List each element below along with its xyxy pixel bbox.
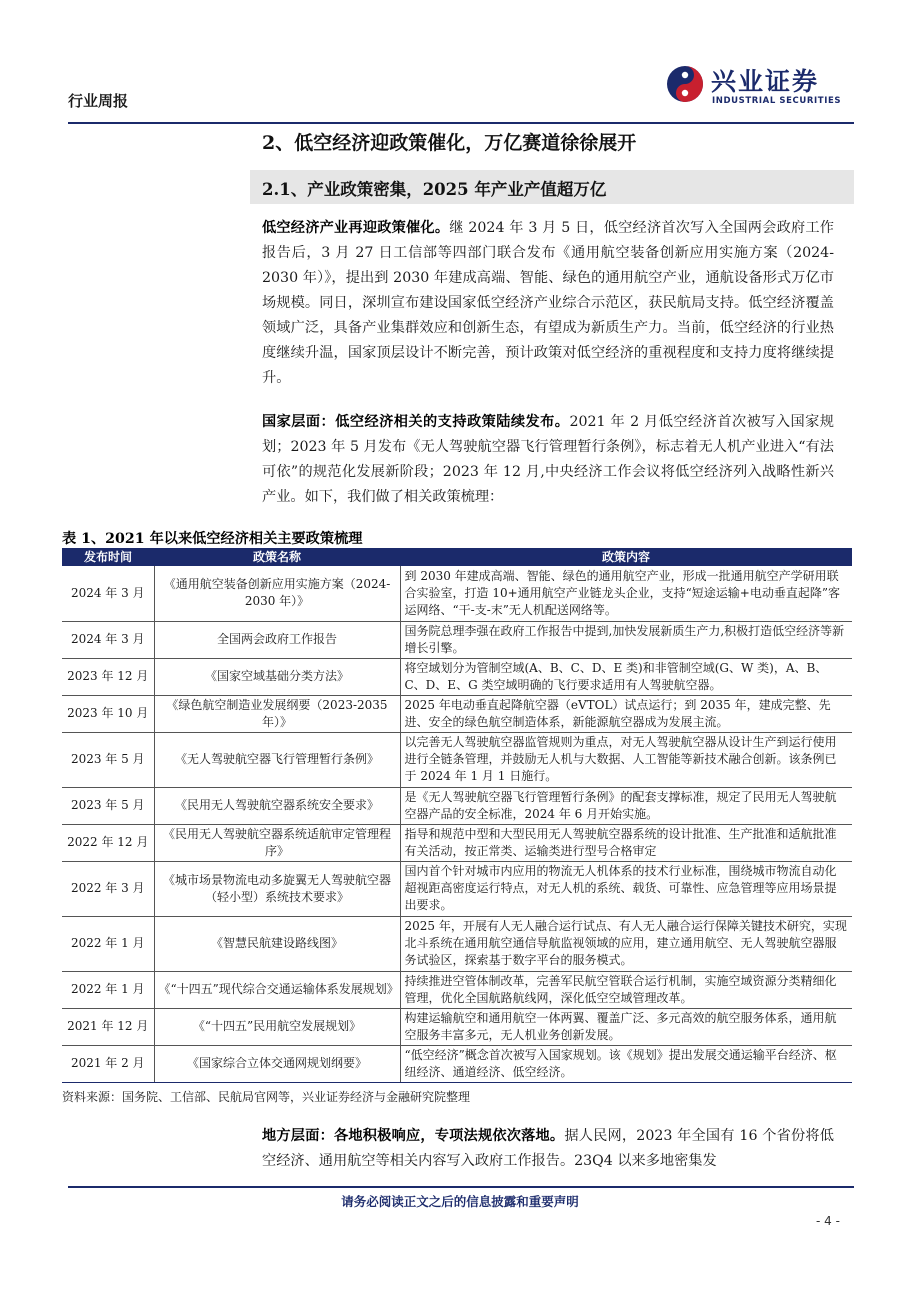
paragraph-national-level [262, 410, 834, 510]
cell-policy-name: 《国家综合立体交通网规划纲要》 [154, 1045, 400, 1082]
cell-policy-name: 全国两会政府工作报告 [154, 621, 400, 658]
table-row [62, 566, 852, 621]
table-row [62, 861, 852, 916]
cell-policy-name: 《民用无人驾驶航空器系统适航审定管理程序》 [154, 824, 400, 861]
cell-date: 2024 年 3 月 [62, 566, 154, 621]
cell-policy-name: 《无人驾驶航空器飞行管理暂行条例》 [154, 732, 400, 787]
paragraph-body: 据人民网，2023 年全国有 16 个省份将低空经济、通用航空等相关内容写入政府工作报告。23Q4 以来多地密集发 [262, 1128, 834, 1169]
cell-policy-name: 《国家空域基础分类方法》 [154, 658, 400, 695]
cell-policy-content: 是《无人驾驶航空器飞行管理暂行条例》的配套支撑标准，规定了民用无人驾驶航空器产品的安全标准，2024 年 6 月开始实施。 [400, 787, 852, 824]
policy-table [62, 548, 852, 1083]
paragraph-lead: 地方层面：各地积极响应，专项法规依次落地。 [262, 1128, 565, 1144]
column-header-date: 发布时间 [62, 548, 154, 566]
cell-date: 2023 年 5 月 [62, 787, 154, 824]
table-row [62, 1008, 852, 1045]
cell-date: 2021 年 12 月 [62, 1008, 154, 1045]
cell-policy-name: 《城市场景物流电动多旋翼无人驾驶航空器（轻小型）系统技术要求》 [154, 861, 400, 916]
cell-policy-content: 指导和规范中型和大型民用无人驾驶航空器系统的设计批准、生产批准和适航批准有关活动，按正常类、运输类进行型号合格审定 [400, 824, 852, 861]
paragraph-lead: 低空经济产业再迎政策催化。 [262, 220, 450, 236]
cell-policy-name: 《智慧民航建设路线图》 [154, 916, 400, 971]
paragraph-body: 2021 年 2 月低空经济首次被写入国家规划；2023 年 5 月发布《无人驾驶航空器飞行管理暂行条例》，标志着无人机产业进入“有法可依”的规范化发展新阶段；2023 年 12 月,中央经济工作会议将低空经济列入战略性新兴产业。如下，我们做了相关政策梳理： [262, 414, 834, 505]
logo-mark-icon [665, 64, 705, 104]
table-row [62, 971, 852, 1008]
logo-chinese-name: 兴业证券 [711, 67, 820, 96]
footer-divider [68, 1186, 854, 1188]
cell-policy-content: 2025 年电动垂直起降航空器（eVTOL）试点运行；到 2035 年，建成完整、先进、安全的绿色航空制造体系，新能源航空器成为发展主流。 [400, 695, 852, 732]
cell-date: 2023 年 10 月 [62, 695, 154, 732]
cell-date: 2022 年 12 月 [62, 824, 154, 861]
cell-policy-content: 2025 年，开展有人无人融合运行试点、有人无人融合运行保障关键技术研究，实现北斗系统在通用航空通信导航监视领域的应用，建立通用航空、无人驾驶航空器服务试验区，探索基于数字平台的服务模式。 [400, 916, 852, 971]
section-heading: 2、低空经济迎政策催化，万亿赛道徐徐展开 [262, 132, 637, 154]
cell-policy-content: 构建运输航空和通用航空一体两翼、覆盖广泛、多元高效的航空服务体系，通用航空服务丰富多元，无人机业务创新发展。 [400, 1008, 852, 1045]
subsection-heading: 2.1、产业政策密集，2025 年产业产值超万亿 [262, 180, 607, 199]
page-number: - 4 - [816, 1214, 840, 1228]
cell-date: 2024 年 3 月 [62, 621, 154, 658]
cell-policy-name: 《绿色航空制造业发展纲要（2023-2035 年）》 [154, 695, 400, 732]
column-header-name: 政策名称 [154, 548, 400, 566]
cell-policy-name: 《“十四五”现代综合交通运输体系发展规划》 [154, 971, 400, 1008]
table-row [62, 732, 852, 787]
footer-disclaimer: 请务必阅读正文之后的信息披露和重要声明 [341, 1194, 579, 1209]
cell-policy-content: 以完善无人驾驶航空器监管规则为重点，对无人驾驶航空器从设计生产到运行使用进行全链条管理，并鼓励无人机与大数据、人工智能等新技术融合创新。该条例已于 2024 年 1 月 1 日施行。 [400, 732, 852, 787]
table-row [62, 824, 852, 861]
cell-policy-content: “低空经济”概念首次被写入国家规划。该《规划》提出发展交通运输平台经济、枢纽经济、通道经济、低空经济。 [400, 1045, 852, 1082]
header-divider [68, 122, 854, 124]
report-type-label: 行业周报 [68, 92, 129, 110]
cell-date: 2023 年 5 月 [62, 732, 154, 787]
cell-policy-content: 将空域划分为管制空域(A、B、C、D、E 类)和非管制空域(G、W 类)，A、B、C、D、E、G 类空域明确的飞行要求适用有人驾驶航空器。 [400, 658, 852, 695]
table-header-row [62, 548, 852, 566]
table-source-note: 资料来源：国务院、工信部、民航局官网等，兴业证券经济与金融研究院整理 [62, 1090, 471, 1104]
column-header-content: 政策内容 [400, 548, 852, 566]
cell-date: 2022 年 3 月 [62, 861, 154, 916]
cell-policy-content: 持续推进空管体制改革，完善军民航空管联合运行机制，实施空域资源分类精细化管理，优化全国航路航线网，深化低空空域管理改革。 [400, 971, 852, 1008]
table-row [62, 1045, 852, 1082]
cell-date: 2023 年 12 月 [62, 658, 154, 695]
cell-policy-content: 到 2030 年建成高端、智能、绿色的通用航空产业，形成一批通用航空产学研用联合实验室，打造 10+通用航空产业链龙头企业，支持“短途运输+电动垂直起降”客运网络、“干-支-末”无人机配送网络等。 [400, 566, 852, 621]
paragraph-policy-catalyst [262, 216, 834, 391]
cell-policy-content: 国务院总理李强在政府工作报告中提到,加快发展新质生产力,积极打造低空经济等新增长引擎。 [400, 621, 852, 658]
table-row [62, 621, 852, 658]
logo-english-name: INDUSTRIAL SECURITIES [712, 96, 842, 106]
cell-date: 2022 年 1 月 [62, 916, 154, 971]
paragraph-local-level [262, 1124, 834, 1174]
cell-date: 2022 年 1 月 [62, 971, 154, 1008]
table-row [62, 916, 852, 971]
cell-date: 2021 年 2 月 [62, 1045, 154, 1082]
cell-policy-name: 《“十四五”民用航空发展规划》 [154, 1008, 400, 1045]
cell-policy-content: 国内首个针对城市内应用的物流无人机体系的技术行业标准，围绕城市物流自动化超视距高密度运行特点，对无人机的系统、载货、可靠性、应急管理等应用场景提出要求。 [400, 861, 852, 916]
cell-policy-name: 《民用无人驾驶航空器系统安全要求》 [154, 787, 400, 824]
table-row [62, 695, 852, 732]
paragraph-body: 继 2024 年 3 月 5 日，低空经济首次写入全国两会政府工作报告后，3 月 27 日工信部等四部门联合发布《通用航空装备创新应用实施方案（2024-2030 年）》，提出到 2030 年建成高端、智能、绿色的通用航空产业，通航设备形式万亿市场规模。同日，深圳宣布建设国家低空经济产业综合示范区，获民航局支持。低空经济覆盖领域广泛，具备产业集群效应和创新生态，有望成为新质生产力。当前，低空经济的行业热度继续升温，国家顶层设计不断完善，预计政策对低空经济的重视程度和支持力度将继续提升。 [262, 220, 834, 386]
paragraph-lead: 国家层面：低空经济相关的支持政策陆续发布。 [262, 414, 570, 430]
table-title: 表 1、2021 年以来低空经济相关主要政策梳理 [62, 531, 363, 547]
table-row [62, 787, 852, 824]
cell-policy-name: 《通用航空装备创新应用实施方案（2024-2030 年）》 [154, 566, 400, 621]
table-row [62, 658, 852, 695]
company-logo [665, 62, 855, 112]
